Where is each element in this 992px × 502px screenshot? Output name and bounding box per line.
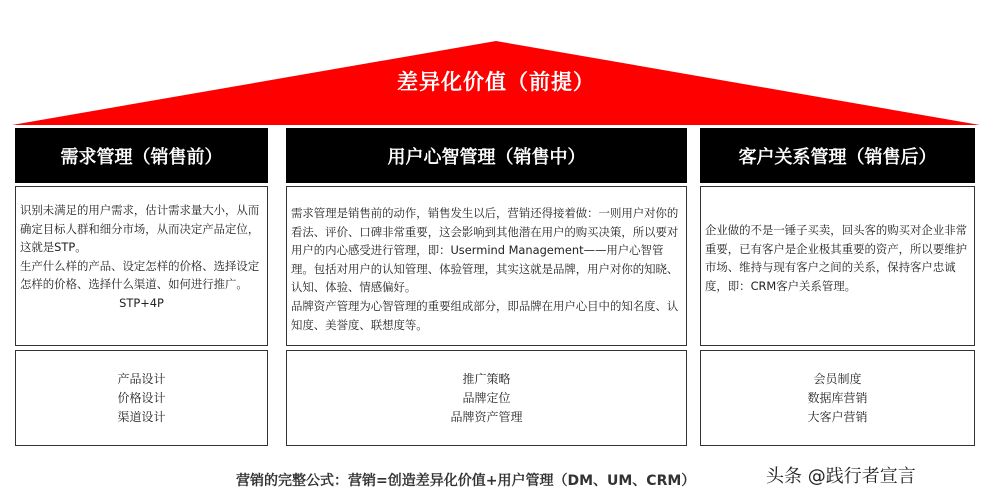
header-label: 需求管理（销售前） — [60, 146, 223, 168]
roof-title: 差异化价值（前提） — [397, 70, 595, 94]
description-customer-relationship-management — [700, 186, 975, 346]
header-demand-management — [15, 128, 268, 183]
list-item: 渠道设计 — [117, 409, 166, 424]
marketing-formula: 营销的完整公式：营销=创造差异化价值+用户管理（DM、UM、CRM） — [236, 473, 696, 489]
description-demand-management — [15, 186, 268, 346]
list-item: 数据库营销 — [807, 390, 868, 405]
description-user-mind-management — [286, 186, 687, 346]
description-paragraph: 识别未满足的用户需求，估计需求量大小，从而确定目标人群和细分市场，从而决定产品定位，这就是STP。 — [20, 203, 260, 255]
header-customer-relationship-management — [700, 128, 975, 183]
description-paragraph: 需求管理是销售前的动作，销售发生以后，营销还得接着做：一则用户对你的看法、评价、口碑非常重要，这会影响到其他潜在用户的购买决策，所以要对用户的内心感受进行管理，即：Usermind Management——用户心智管理。包括对用户的认知管理、体验管理，其实这就是品牌，用户对你的知晓、认知、体验、情感偏好。 — [291, 206, 679, 295]
items-user-mind-management — [286, 350, 687, 446]
description-paragraph: 企业做的不是一锤子买卖，回头客的购买对企业非常重要，已有客户是企业极其重要的资产，所以要维护市场、维持与现有客户之间的关系，保持客户忠诚度，即：CRM客户关系管理。 — [705, 223, 967, 293]
description-paragraph: 生产什么样的产品、设定怎样的价格、选择设定怎样的价格、选择什么渠道、如何进行推广。 — [20, 258, 260, 292]
roof-triangle — [0, 0, 992, 130]
list-item: 会员制度 — [813, 371, 862, 386]
list-item: 产品设计 — [117, 371, 166, 386]
items-demand-management — [15, 350, 268, 446]
list-item: 品牌资产管理 — [450, 409, 523, 424]
items-customer-relationship-management — [700, 350, 975, 446]
list-item: 价格设计 — [117, 390, 166, 405]
description-formula: STP+4P — [119, 295, 164, 310]
watermark: 头条 @践行者宣言 — [766, 466, 916, 487]
header-user-mind-management — [286, 128, 687, 183]
list-item: 推广策略 — [462, 371, 511, 386]
list-item: 大客户营销 — [807, 409, 868, 424]
description-paragraph: 品牌资产管理为心智管理的重要组成部分，即品牌在用户心目中的知名度、认知度、美誉度、联想度等。 — [291, 298, 679, 332]
header-label: 用户心智管理（销售中） — [387, 146, 586, 168]
list-item: 品牌定位 — [462, 390, 511, 405]
header-label: 客户关系管理（销售后） — [738, 146, 937, 168]
